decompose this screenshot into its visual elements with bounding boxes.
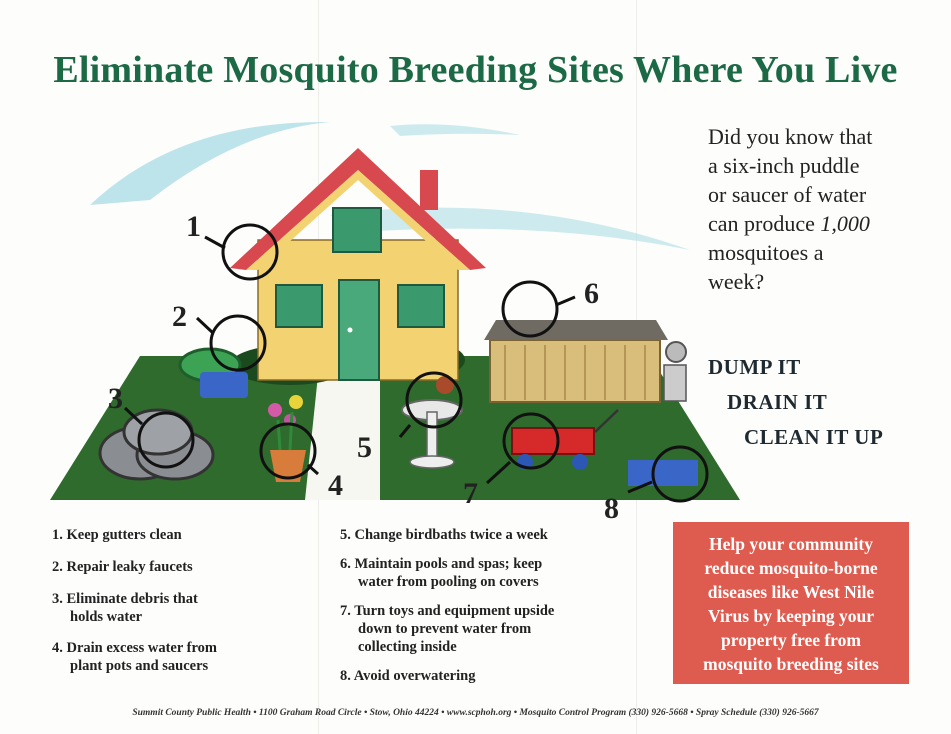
list-item: 4. Drain excess water from plant pots and saucers (52, 640, 217, 674)
list-item: 7. Turn toys and equipment upside down to prevent water from collecting inside (340, 603, 555, 655)
slogan-dump: DUMP IT (708, 355, 801, 379)
front-door (339, 280, 379, 380)
list-item: 3. Eliminate debris that holds water (52, 591, 198, 625)
attic-window (333, 208, 381, 252)
water-puddle (200, 372, 248, 398)
site-number: 1 (186, 210, 201, 243)
door-knob (348, 328, 353, 333)
overwater-puddle (628, 460, 698, 486)
window (398, 285, 444, 327)
window (276, 285, 322, 327)
birdbath-base (410, 456, 454, 468)
site-number: 3 (108, 382, 123, 415)
site-number: 8 (604, 492, 619, 520)
footer-contact: Summit County Public Health • 1100 Graham Road Circle • Stow, Ohio 44224 • www.scphoh.org • Mosquito Control Program (330) 926-5668 • Spray Schedule (330) 926-5667 (132, 708, 819, 718)
tub-pump (666, 342, 686, 362)
flower (289, 395, 303, 409)
wagon-wheel (572, 454, 588, 470)
birdbath-pedestal (427, 412, 437, 457)
site-number: 2 (172, 300, 187, 333)
site-number: 5 (357, 431, 372, 464)
tips-list-right (340, 526, 650, 698)
sky-swoosh (390, 124, 520, 136)
site-number: 7 (463, 477, 478, 510)
tub-pump-body (664, 365, 686, 401)
site-number: 4 (328, 469, 343, 502)
list-item: 1. Keep gutters clean (52, 527, 182, 543)
page-title: Eliminate Mosquito Breeding Sites Where You Live (53, 49, 898, 91)
slogan-clean: CLEAN IT UP (744, 425, 884, 449)
sky-swoosh (90, 122, 330, 205)
list-item: 5. Change birdbaths twice a week (340, 527, 548, 543)
emphasis-number: 1,000 (820, 211, 870, 236)
list-item: 2. Repair leaky faucets (52, 559, 193, 575)
flower (268, 403, 282, 417)
site-number: 6 (584, 277, 599, 310)
hot-tub (490, 340, 660, 402)
list-item: 6. Maintain pools and spas; keep water from pooling on covers (340, 556, 543, 590)
slogan-drain: DRAIN IT (727, 390, 828, 414)
community-callout: Help your community reduce mosquito-borne diseases like West Nile Virus by keeping your property free from mosquito breeding sites (673, 522, 909, 684)
chimney (420, 170, 438, 210)
toy-wagon (512, 428, 594, 454)
list-item: 8. Avoid overwatering (340, 668, 476, 684)
tips-list-left (52, 526, 312, 688)
did-you-know-text: Did you know that a six-inch puddle or saucer of water can produce 1,000 mosquitoes a week? (708, 124, 873, 294)
